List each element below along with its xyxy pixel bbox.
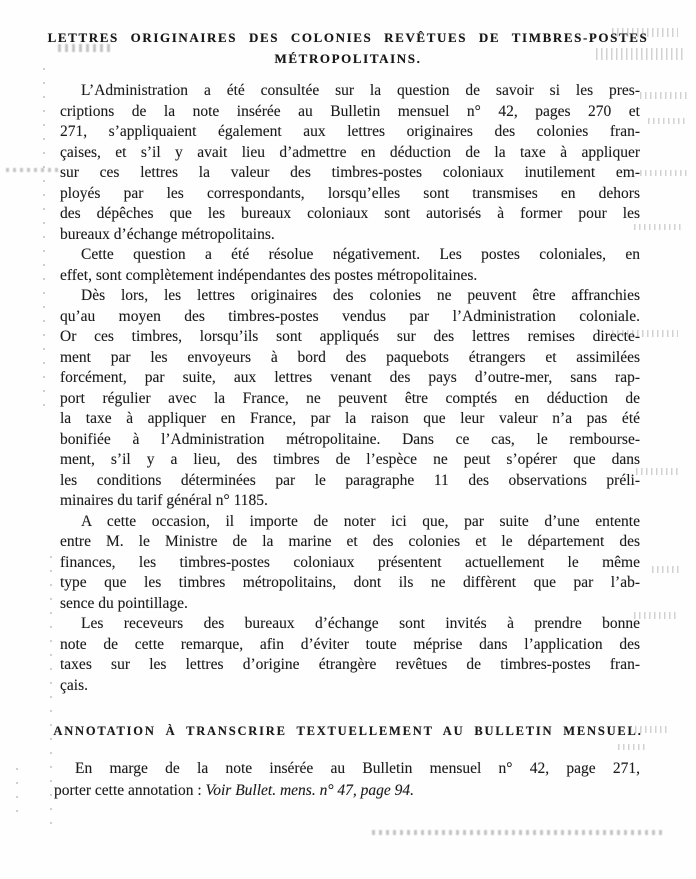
scan-artifact bbox=[634, 612, 678, 619]
scan-artifact bbox=[43, 68, 45, 408]
paragraph bbox=[60, 245, 640, 286]
text-line: Les receveurs des bureaux d’échange sont invités à prendre bonne bbox=[81, 615, 640, 632]
scan-artifact bbox=[6, 168, 58, 172]
document-title bbox=[0, 0, 696, 69]
paragraph bbox=[60, 286, 640, 512]
scan-artifact bbox=[634, 224, 684, 230]
text-line: note de cette remarque, afin d’éviter toute méprise dans l’application des bbox=[60, 635, 640, 653]
text-line: taxes sur les lettres d’origine étrangère revêtues de timbres-postes fran- bbox=[60, 656, 640, 673]
document-body bbox=[60, 81, 640, 696]
text-line: çaises, et s’il y avait lieu d’admettre en déduction de la taxe à appliquer bbox=[60, 143, 640, 161]
scan-artifact bbox=[16, 768, 18, 812]
text-line: la taxe à appliquer en France, par la raison que leur valeur n’a pas été bbox=[60, 410, 640, 427]
text-line: Dès lors, les lettres originaires des colonies ne peuvent être affranchies bbox=[81, 287, 640, 304]
paragraph bbox=[60, 81, 640, 245]
text-line: des dépêches que les bureaux coloniaux sont autorisés à former pour les bbox=[60, 205, 640, 222]
text-line: Or ces timbres, lorsqu’ils sont appliqués sur des lettres remises directe- bbox=[60, 328, 640, 345]
title-line-1: LETTRES ORIGINAIRES DES COLONIES REVÊTUES DE TIMBRES-POSTES bbox=[47, 30, 649, 45]
scan-artifact bbox=[50, 556, 52, 826]
closing-paragraph bbox=[54, 758, 640, 801]
text-line: ployés par les correspondants, lorsqu’elles sont transmises en dehors bbox=[60, 184, 640, 202]
text-line: A cette occasion, il importe de noter ici que, par suite d’une entente bbox=[81, 512, 640, 530]
text-line: bureaux d’échange métropolitains. bbox=[60, 225, 275, 243]
text-line: port régulier avec la France, ne peuvent être comptés en déduction de bbox=[60, 389, 640, 407]
text-line: les conditions déterminées par le paragraphe 11 des observations préli- bbox=[60, 471, 640, 489]
text-line: entre M. le Ministre de la marine et des colonies et le département des bbox=[60, 533, 640, 550]
paragraph bbox=[60, 614, 640, 696]
title-line-2: MÉTROPOLITAINS. bbox=[274, 51, 422, 66]
scan-artifact bbox=[372, 830, 662, 835]
text-line: criptions de la note insérée au Bulletin mensuel n° 42, pages 270 et bbox=[60, 102, 640, 120]
text-line: En marge de la note insérée au Bulletin mensuel n° 42, page 271, bbox=[75, 760, 640, 777]
scan-artifact bbox=[618, 744, 648, 750]
text-line: sence du pointillage. bbox=[60, 594, 188, 612]
text-line: effet, sont complètement indépendantes des postes métropolitaines. bbox=[60, 266, 478, 284]
text-line: qu’au moyen des timbres-postes vendus par l’Administration coloniale. bbox=[60, 307, 640, 325]
scan-artifact bbox=[648, 118, 688, 124]
scan-artifact bbox=[640, 92, 688, 99]
text-line: finances, les timbres-postes coloniaux présentent actuellement le même bbox=[60, 553, 640, 571]
text-line: 271, s’appliquaient également aux lettres originaires des colonies fran- bbox=[60, 123, 640, 140]
text-line: Cette question a été résolue négativement. Les postes coloniales, en bbox=[81, 246, 640, 263]
text-line: minaires du tarif général n° 1185. bbox=[60, 492, 268, 509]
paragraph bbox=[60, 512, 640, 615]
text-line: forcément, par suite, aux lettres venant des pays d’outre-mer, sans rap- bbox=[60, 369, 640, 386]
scan-artifact bbox=[652, 566, 682, 573]
text-line: ment par les envoyeurs à bord des paquebots étrangers et assimilées bbox=[60, 348, 640, 366]
closing-prefix: porter cette annotation : bbox=[54, 781, 206, 799]
text-line: çais. bbox=[60, 676, 88, 694]
closing-reference: Voir Bullet. mens. n° 47, page 94. bbox=[205, 781, 415, 799]
text-line: bonifiée à l’Administration métropolitaine. Dans ce cas, le rembourse- bbox=[60, 430, 640, 448]
text-line: L’Administration a été consultée sur la question de savoir si les pres- bbox=[81, 82, 640, 99]
text-line bbox=[54, 780, 640, 802]
scan-artifact bbox=[636, 468, 680, 475]
text-line: ment, s’il y a lieu, des timbres de l’espèce ne peut s’opérer que dans bbox=[60, 451, 640, 468]
section-heading: ANNOTATION À TRANSCRIRE TEXTUELLEMENT AU BULLETIN MENSUEL. bbox=[53, 724, 643, 738]
scan-artifact bbox=[640, 170, 690, 176]
text-line: type que les timbres métropolitains, dont ils ne diffèrent que par l’ab- bbox=[60, 574, 640, 591]
text-line: sur ces lettres la valeur des timbres-postes coloniaux inutilement em- bbox=[60, 164, 640, 181]
